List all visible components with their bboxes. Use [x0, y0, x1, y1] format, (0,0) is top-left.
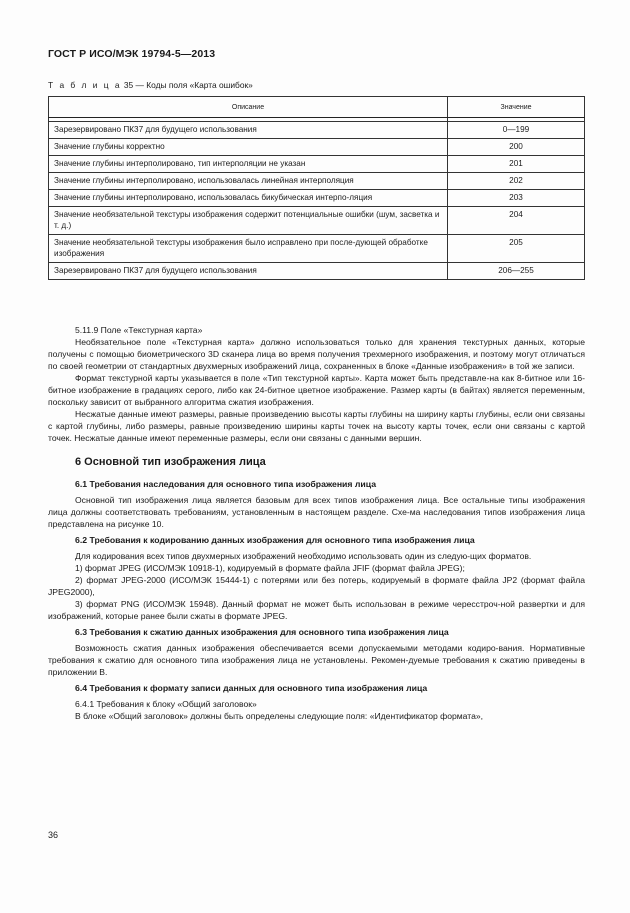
table-row — [49, 156, 585, 173]
subsection-heading: 6.4 Требования к формату записи данных для основного типа изображения лица — [75, 683, 428, 693]
body-text — [48, 324, 585, 722]
paragraph: Формат текстурной карты указывается в поле «Тип текстурной карты». Карта может быть представле-на как 8-битное или 16-битное изображение в градациях серого, либо как 24-битное цветное изображение. Размер карты (в байтах) является переменным, поскольку зависит от выбранного алгоритма сжатия изображения. — [48, 373, 585, 407]
table-caption-title: 35 — Коды поля «Карта ошибок» — [123, 80, 253, 90]
subsection-heading: 6.1 Требования наследования для основного типа изображения лица — [75, 479, 377, 489]
table-caption — [48, 80, 253, 90]
list-item: 2) формат JPEG-2000 (ИСО/МЭК 15444-1) с потерями или без потерь, кодируемый в формате файла JP2 (формат файла JPEG2000), — [48, 575, 585, 597]
column-header-value: Значение — [448, 97, 585, 118]
table-row — [49, 263, 585, 280]
cell-description: Значение глубины интерполировано, тип интерполяции не указан — [49, 156, 448, 173]
column-header-description: Описание — [49, 97, 448, 118]
cell-description: Значение необязательной текстуры изображения было исправлено при после-дующей обработке изображения — [49, 235, 448, 263]
list-item: 3) формат PNG (ИСО/МЭК 15948). Данный формат не может быть использован в режиме чересстроч-ной развертки и для изображений, которые ранее были сжаты в формате JPEG. — [48, 599, 585, 621]
cell-value: 202 — [448, 173, 585, 190]
paragraph: Основной тип изображения лица является базовым для всех типов изображения лица. Все остальные типы изображения лица должны соответствовать требованиям, установленным в настоящем разделе. Схе-ма наследования типов изображения лица представлена на рисунке 10. — [48, 495, 585, 529]
cell-value: 200 — [448, 139, 585, 156]
page-number: 36 — [48, 830, 59, 840]
paragraph: Несжатые данные имеют размеры, равные произведению высоты карты глубины на ширину карты глубины, если они связаны с картой глубины, либо размеры, равные произведению ширины карты точек на высоту карты точек, если они связаны с картой точек. Несжатые данные имеют переменные размеры, если они связаны с данными вершин. — [48, 409, 585, 443]
cell-description: Зарезервировано ПК37 для будущего использования — [49, 263, 448, 280]
cell-description: Значение глубины интерполировано, использовалась линейная интерполяция — [49, 173, 448, 190]
cell-value: 0—199 — [448, 122, 585, 139]
error-codes-table — [48, 96, 585, 280]
table-row — [49, 207, 585, 235]
paragraph: Для кодирования всех типов двухмерных изображений необходимо использовать один из следую-щих форматов. — [75, 551, 532, 561]
table-header-row — [49, 97, 585, 118]
paragraph: Возможность сжатия данных изображения обеспечивается всеми допускаемыми методами кодиро-вания. Нормативные требования к сжатию для основного типа изображения лица не установлены. Рекомен-дуемые требования к сжатию приведены в приложении В. — [48, 643, 585, 677]
clause-heading: 5.11.9 Поле «Текстурная карта» — [75, 325, 203, 335]
cell-description: Зарезервировано ПК37 для будущего использования — [49, 122, 448, 139]
section-heading: 6 Основной тип изображения лица — [75, 456, 266, 468]
cell-description: Значение глубины корректно — [49, 139, 448, 156]
cell-value: 206—255 — [448, 263, 585, 280]
document-code: ГОСТ Р ИСО/МЭК 19794-5—2013 — [48, 48, 216, 60]
clause-heading: 6.4.1 Требования к блоку «Общий заголовок» — [75, 699, 257, 709]
table-row — [49, 235, 585, 263]
cell-value: 204 — [448, 207, 585, 235]
subsection-heading: 6.2 Требования к кодированию данных изображения для основного типа изображения лица — [75, 535, 475, 545]
cell-value: 201 — [448, 156, 585, 173]
cell-description: Значение глубины интерполировано, использовалась бикубическая интерпо-ляция — [49, 190, 448, 207]
table-row — [49, 190, 585, 207]
table-row — [49, 139, 585, 156]
cell-value: 205 — [448, 235, 585, 263]
list-item: 1) формат JPEG (ИСО/МЭК 10918-1), кодируемый в формате файла JFIF (формат файла JPEG); — [75, 563, 465, 573]
cell-description: Значение необязательной текстуры изображения содержит потенциальные ошибки (шум, засветка и т. д.) — [49, 207, 448, 235]
subsection-heading: 6.3 Требования к сжатию данных изображения для основного типа изображения лица — [75, 627, 449, 637]
paragraph: Необязательное поле «Текстурная карта» должно использоваться только для хранения текстурных данных, которые получены с помощью биометрического 3D сканера лица во время получения трехмерного изображения, и поэтому могут отличаться по своей геометрии от стандартных двухмерных изображений лица, сохраненных в блоке «Данные изображения» в той же записи. — [48, 337, 585, 371]
table-caption-prefix: Т а б л и ц а — [48, 80, 122, 90]
paragraph: В блоке «Общий заголовок» должны быть определены следующие поля: «Идентификатор формата», — [75, 711, 484, 721]
table-row — [49, 122, 585, 139]
cell-value: 203 — [448, 190, 585, 207]
table-row — [49, 173, 585, 190]
